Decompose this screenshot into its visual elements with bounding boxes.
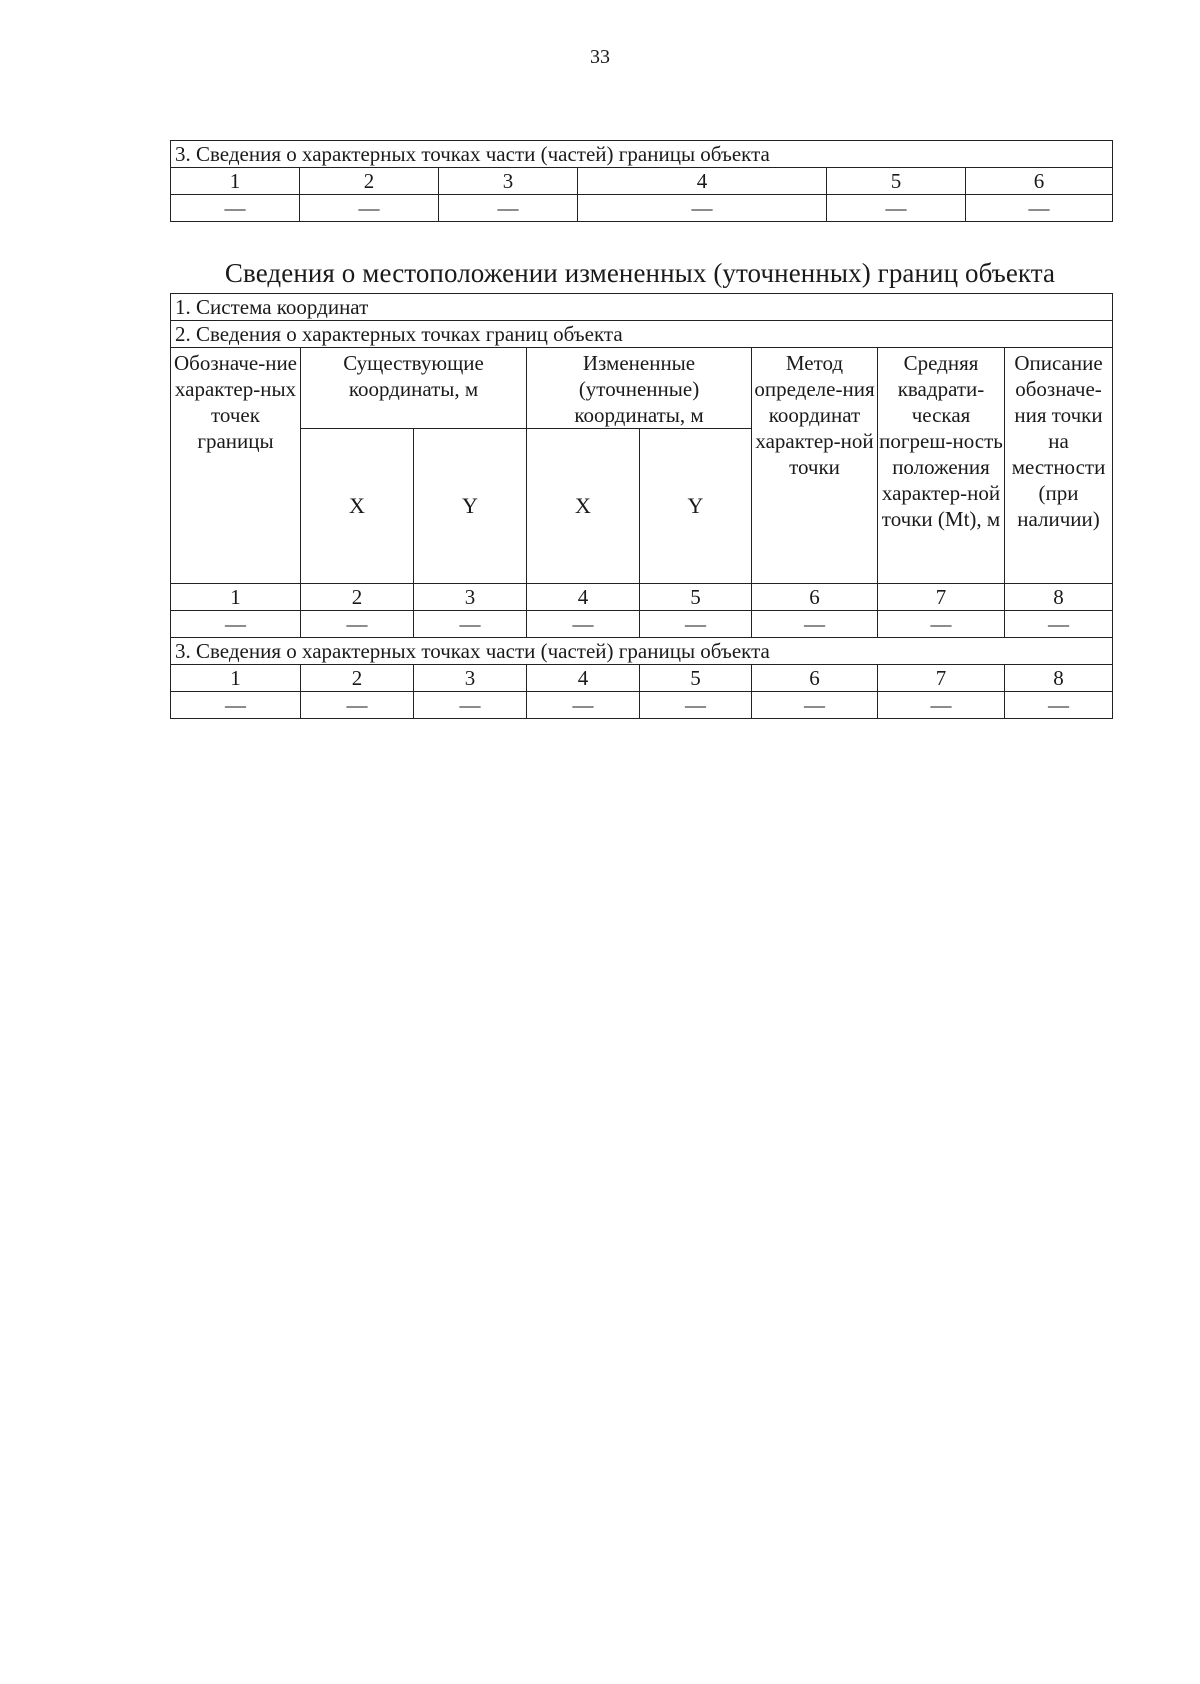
column-number: 2: [301, 665, 414, 692]
table-cell: —: [414, 692, 527, 719]
table-cell: —: [878, 611, 1005, 638]
header-method: Метод определе-ния координат характер-ной точки: [752, 348, 878, 584]
column-number: 1: [171, 584, 301, 611]
table-cell: —: [439, 195, 578, 222]
column-number: 2: [301, 584, 414, 611]
column-number: 5: [640, 665, 752, 692]
header-mean-error: Средняя квадрати-ческая погреш-ность положения характер-ной точки (Mt), м: [878, 348, 1005, 584]
table-cell: —: [300, 195, 439, 222]
column-number: 3: [439, 168, 578, 195]
column-number: 4: [527, 665, 640, 692]
column-number: 6: [752, 584, 878, 611]
table-cell: —: [640, 692, 752, 719]
header-x-changed: X: [527, 429, 640, 584]
table-cell: —: [966, 195, 1113, 222]
column-number: 8: [1005, 584, 1113, 611]
top-boundary-parts-table: [170, 140, 1113, 222]
table-cell: —: [414, 611, 527, 638]
table-cell: —: [1005, 611, 1113, 638]
table-cell: —: [171, 195, 300, 222]
table-cell: —: [301, 611, 414, 638]
changed-boundaries-table: [170, 293, 1113, 719]
table-cell: —: [527, 611, 640, 638]
section-label: 1. Система координат: [171, 294, 1113, 321]
table-cell: —: [752, 692, 878, 719]
header-description: Описание обозначе-ния точки на местности (при наличии): [1005, 348, 1113, 584]
column-number: 3: [414, 584, 527, 611]
header-y-changed: Y: [640, 429, 752, 584]
header-existing-coords: Существующие координаты, м: [301, 348, 527, 429]
column-number: 5: [640, 584, 752, 611]
column-number: 6: [752, 665, 878, 692]
section-label: 2. Сведения о характерных точках границ объекта: [171, 321, 1113, 348]
column-number: 6: [966, 168, 1113, 195]
header-y-existing: Y: [414, 429, 527, 584]
section-label: 3. Сведения о характерных точках части (частей) границы объекта: [171, 141, 1113, 168]
column-number: 4: [527, 584, 640, 611]
page-number: 33: [590, 46, 610, 68]
header-designation: Обозначе-ние характер-ных точек границы: [171, 348, 301, 584]
header-changed-coords: Измененные (уточненные) координаты, м: [527, 348, 752, 429]
column-number: 7: [878, 665, 1005, 692]
table-cell: —: [578, 195, 827, 222]
column-number: 5: [827, 168, 966, 195]
table-cell: —: [171, 611, 301, 638]
table-cell: —: [640, 611, 752, 638]
column-number: 1: [171, 665, 301, 692]
section-title: Сведения о местоположении измененных (уточненных) границ объекта: [224, 258, 1056, 288]
column-number: 2: [300, 168, 439, 195]
column-number: 7: [878, 584, 1005, 611]
column-number: 8: [1005, 665, 1113, 692]
table-cell: —: [527, 692, 640, 719]
table-cell: —: [1005, 692, 1113, 719]
column-number: 3: [414, 665, 527, 692]
table-cell: —: [171, 692, 301, 719]
header-x-existing: X: [301, 429, 414, 584]
table-cell: —: [878, 692, 1005, 719]
table-cell: —: [752, 611, 878, 638]
column-number: 1: [171, 168, 300, 195]
section-label: 3. Сведения о характерных точках части (частей) границы объекта: [171, 638, 1113, 665]
column-number: 4: [578, 168, 827, 195]
table-cell: —: [827, 195, 966, 222]
table-cell: —: [301, 692, 414, 719]
